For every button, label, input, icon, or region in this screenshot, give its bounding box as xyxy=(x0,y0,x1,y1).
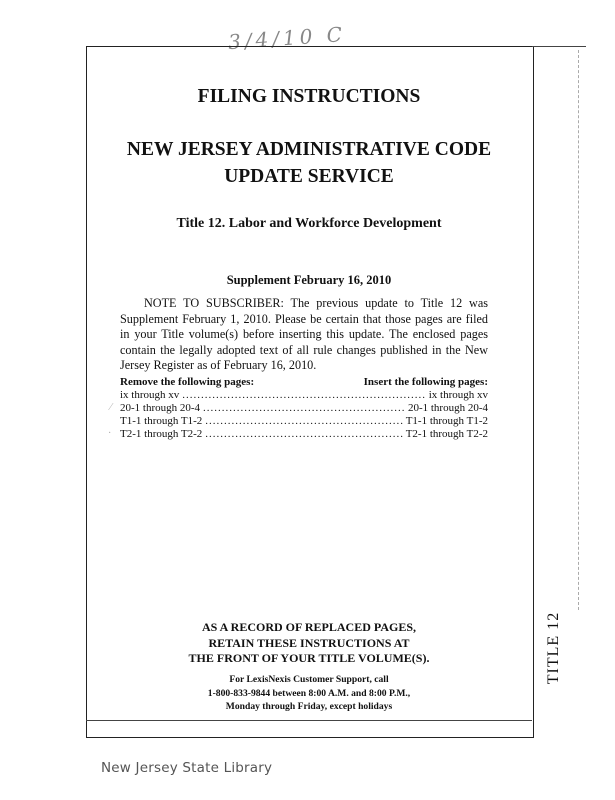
library-stamp: New Jersey State Library xyxy=(101,760,273,776)
code-title-line-2: UPDATE SERVICE xyxy=(224,166,394,187)
title-tab xyxy=(537,606,571,690)
support-line-2: 1-800-833-9844 between 8:00 A.M. and 8:00 P.M., xyxy=(207,687,411,699)
support-line-1: For LexisNexis Customer Support, call xyxy=(229,674,389,685)
remove-pages: T2-1 through T2-2 xyxy=(120,428,203,440)
insert-pages: ix through xv xyxy=(428,389,488,401)
title-subject: Title 12. Labor and Workforce Development xyxy=(176,216,442,231)
code-title xyxy=(86,136,532,190)
dot-leader xyxy=(203,402,405,415)
remove-header: Remove the following pages: xyxy=(120,376,255,388)
insert-pages: T1-1 through T1-2 xyxy=(405,415,488,427)
remove-pages: 20-1 through 20-4 xyxy=(120,402,201,414)
title-tab-label: TITLE 12 xyxy=(545,611,563,685)
table-row xyxy=(120,415,488,428)
pages-table xyxy=(120,376,488,441)
insert-pages: 20-1 through 20-4 xyxy=(407,402,488,414)
page-edge-line xyxy=(578,50,579,610)
frame-bottom-rule xyxy=(86,720,532,721)
pencil-tick-mark: ⁄ xyxy=(110,402,112,413)
pencil-dot-mark: · xyxy=(108,428,112,439)
pages-table-header xyxy=(120,376,488,389)
page-title: FILING INSTRUCTIONS xyxy=(197,86,421,107)
code-title-line-1: NEW JERSEY ADMINISTRATIVE CODE xyxy=(126,139,492,160)
dot-leader xyxy=(205,428,402,441)
dot-leader xyxy=(182,389,425,402)
record-notice-line-3: THE FRONT OF YOUR TITLE VOLUME(S). xyxy=(188,651,430,665)
dot-leader xyxy=(205,415,402,428)
record-notice xyxy=(86,620,532,667)
table-row xyxy=(120,428,488,441)
record-notice-line-2: RETAIN THESE INSTRUCTIONS AT xyxy=(208,635,410,650)
support-line-3: Monday through Friday, except holidays xyxy=(225,701,393,712)
subscriber-note: NOTE TO SUBSCRIBER: The previous update to Title 12 was Supplement February 1, 2010. Please be certain that those pages are filed in your Title volume(s) before inserting this update. The enclosed pages contain the legally adopted text of all rule changes published in the New Jersey Register as of February 16, 2010. xyxy=(120,296,488,373)
table-row xyxy=(120,389,488,402)
remove-pages: T1-1 through T1-2 xyxy=(120,415,203,427)
supplement-date: Supplement February 16, 2010 xyxy=(226,273,392,287)
tab-top-rule xyxy=(532,46,586,47)
insert-pages: T2-1 through T2-2 xyxy=(405,428,488,440)
record-notice-line-1: AS A RECORD OF REPLACED PAGES, xyxy=(201,620,417,634)
table-row xyxy=(120,402,488,415)
remove-pages: ix through xv xyxy=(120,389,180,401)
handwritten-date-note: 3/4/10 C xyxy=(227,21,347,55)
customer-support xyxy=(86,673,532,714)
insert-header: Insert the following pages: xyxy=(363,376,488,388)
